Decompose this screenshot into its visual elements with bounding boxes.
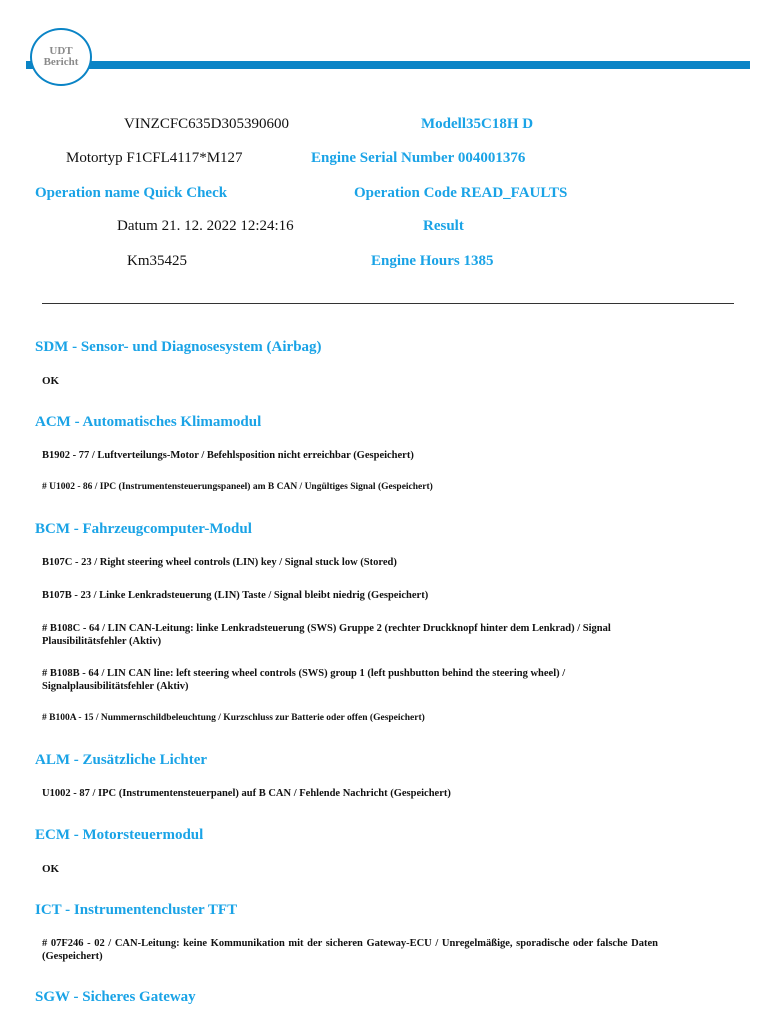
operation-name: Operation name Quick Check xyxy=(35,185,228,201)
section-title-sgw: SGW - Sicheres Gateway xyxy=(35,989,196,1005)
section-title-acm: ACM - Automatisches Klimamodul xyxy=(35,414,262,430)
sdm-status: OK xyxy=(42,375,60,387)
engine-hours-value: Engine Hours 1385 xyxy=(371,253,494,269)
fault-item: # B108B - 64 / LIN CAN line: left steering wheel controls (SWS) group 1 (left pushbutton behind the steering wheel) / Signalplausibilitätsfehler (Aktiv) xyxy=(42,668,566,692)
section-title-alm: ALM - Zusätzliche Lichter xyxy=(35,752,208,768)
fault-item: B107B - 23 / Linke Lenkradsteuerung (LIN) Taste / Signal bleibt niedrig (Gespeichert) xyxy=(42,590,429,601)
fault-item: # B108C - 64 / LIN CAN-Leitung: linke Lenkradsteuerung (SWS) Gruppe 2 (rechter Druckknopf hinter dem Lenkrad) / Signal Plausibilitätsfehler (Aktiv) xyxy=(42,623,611,647)
fault-item: U1002 - 87 / IPC (Instrumentensteuerpanel) auf B CAN / Fehlende Nachricht (Gespeichert) xyxy=(42,788,451,799)
section-title-ict: ICT - Instrumentencluster TFT xyxy=(35,902,238,918)
engine-serial-value: Engine Serial Number 004001376 xyxy=(311,150,526,166)
section-title-ecm: ECM - Motorsteuermodul xyxy=(35,827,204,843)
operation-code: Operation Code READ_FAULTS xyxy=(354,185,568,201)
fault-item: # 07F246 - 02 / CAN-Leitung: keine Kommunikation mit der sicheren Gateway-ECU / Unregelmäßige, sporadische oder falsche Daten (Gespeichert) xyxy=(42,938,658,962)
model-value: Modell35C18H D xyxy=(421,116,534,132)
fault-item: B1902 - 77 / Luftverteilungs-Motor / Befehlsposition nicht erreichbar (Gespeichert) xyxy=(42,450,414,461)
fault-item: # U1002 - 86 / IPC (Instrumentensteuerungspaneel) am B CAN / Ungültiges Signal (Gespeichert) xyxy=(42,482,433,492)
vin-value: VINZCFC635D305390600 xyxy=(124,116,290,132)
section-title-sdm: SDM - Sensor- und Diagnosesystem (Airbag) xyxy=(35,339,322,355)
fault-item: # B100A - 15 / Nummernschildbeleuchtung / Kurzschluss zur Batterie oder offen (Gespeichert) xyxy=(42,713,425,723)
logo-line2: Bericht xyxy=(43,56,79,68)
udt-logo xyxy=(30,28,92,86)
logo-line1: UDT xyxy=(49,45,73,57)
result-label: Result xyxy=(423,218,464,234)
km-value: Km35425 xyxy=(127,253,187,269)
section-title-bcm: BCM - Fahrzeugcomputer-Modul xyxy=(35,521,252,537)
motortyp-value: Motortyp F1CFL4117*M127 xyxy=(66,150,243,166)
ecm-status: OK xyxy=(42,863,60,875)
header-bar xyxy=(26,61,750,69)
divider-line xyxy=(42,303,734,304)
datum-value: Datum 21. 12. 2022 12:24:16 xyxy=(117,218,294,234)
fault-item: B107C - 23 / Right steering wheel controls (LIN) key / Signal stuck low (Stored) xyxy=(42,557,397,568)
